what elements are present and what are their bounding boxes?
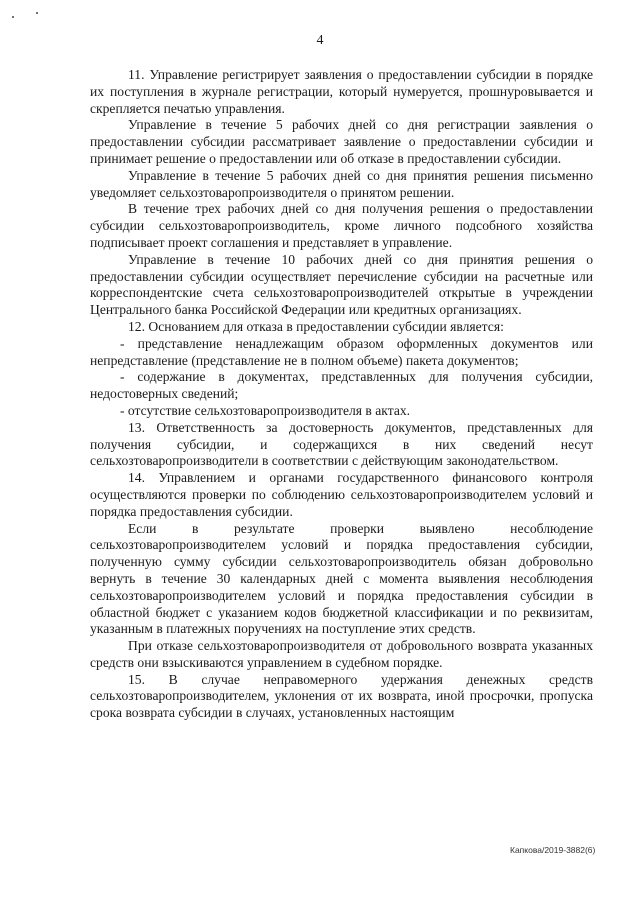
paragraph-court-recovery: При отказе сельхозтоваропроизводителя от добровольного возврата указанных средств они взыскиваются управлением в судебном порядке. (90, 638, 593, 670)
paragraph-notification: Управление в течение 5 рабочих дней со дня принятия решения письменно уведомляет сельхозтоваропроизводителя о принятом решении. (90, 167, 593, 200)
scan-speck (12, 16, 14, 18)
refusal-reason-item: - отсутствие сельхозтоваропроизводителя в актах. (120, 402, 411, 418)
paragraph-violation: Если в результате проверки выявлено несоблюдение сельхозтоваропроизводителем условий и порядка предоставления субсидии, полученную сумму субсидии сельхозтоваропроизводитель обязан добровольно вернуть в течение 30 календарных дней с момента выявления несоблюдения сельхозтоваропроизводителем условий и порядка предоставления субсидии в областной бюджет с указанием кодов бюджетной классификации и по реквизитам, указанным в платежных поручениях на поступление этих средств. (90, 520, 593, 637)
paragraph-15: 15. В случае неправомерного удержания денежных средств сельхозтоваропроизводителем, уклонения от их возврата, иной просрочки, пропуска срока возврата субсидии в случаях, установленных настоящим (90, 671, 593, 721)
paragraph-agreement: В течение трех рабочих дней со дня получения решения о предоставлении субсидии сельхозтоваропроизводитель, кроме личного подсобного хозяйства подписывает проект соглашения и представляет в управление. (90, 201, 593, 250)
refusal-reason-item: - представление ненадлежащим образом оформленных документов или непредставление (представление не в полном объеме) пакета документов; (90, 335, 593, 368)
paragraph-14: 14. Управлением и органами государственного финансового контроля осуществляются проверки по соблюдению сельхозтоваропроизводителем условий и порядка предоставления субсидии. (90, 470, 593, 519)
refusal-reason-item: - содержание в документах, представленных для получения субсидии, недостоверных сведений; (90, 369, 593, 402)
scan-speck (36, 12, 38, 14)
document-code: Капкова/2019-3882(6) (510, 845, 596, 855)
page-number: 4 (316, 33, 324, 48)
paragraph-review-period: Управление в течение 5 рабочих дней со дня регистрации заявления о предоставлении субсидии рассматривает заявление о предоставлении субсидии и принимает решение о предоставлении или об отказе в предоставлении субсидии. (90, 117, 593, 166)
paragraph-13: 13. Ответственность за достоверность документов, представленных для получения субсидии, и содержащихся в них сведений несут сельхозтоваропроизводители в соответствии с действующим законодательством. (90, 419, 593, 469)
paragraph-transfer: Управление в течение 10 рабочих дней со дня принятия решения о предоставлении субсидии осуществляет перечисление субсидии на расчетные или корреспондентские счета сельхозтоваропроизводителей открытые в учреждении Центрального банка Российской Федерации или кредитных организациях. (90, 251, 593, 318)
paragraph-12: 12. Основанием для отказа в предоставлении субсидии является: (128, 318, 504, 334)
document-body (90, 67, 593, 722)
paragraph-11: 11. Управление регистрирует заявления о предоставлении субсидии в порядке их поступления в журнале регистрации, который нумеруется, прошнуровывается и скрепляется печатью управления. (90, 67, 593, 116)
